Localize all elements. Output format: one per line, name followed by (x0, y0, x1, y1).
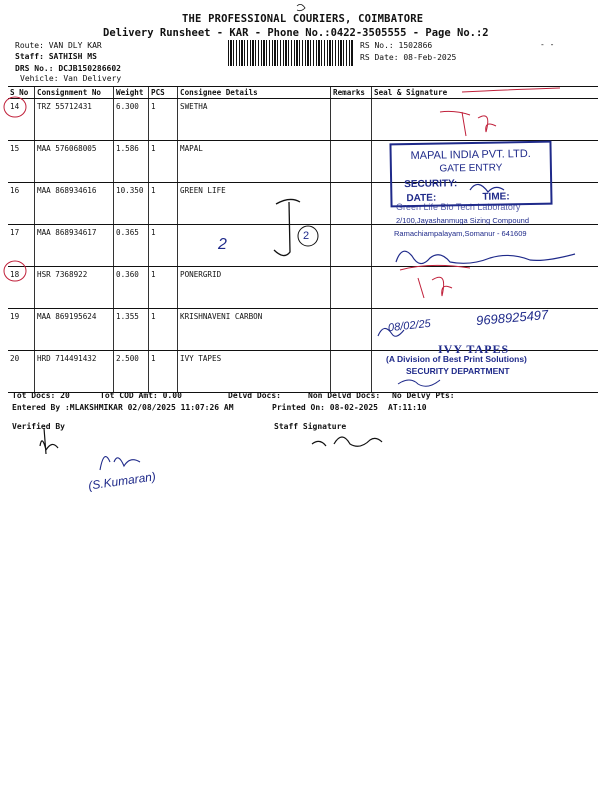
cell-sno: 14 (8, 99, 35, 141)
greenlife-stamp-line1: Green Life Bio Tech Laboratory (396, 202, 521, 212)
row17-signature-mark (274, 199, 300, 255)
cell-sno: 18 (8, 267, 35, 309)
cell-sno: 20 (8, 351, 35, 393)
cell-sno: 19 (8, 309, 35, 351)
handwritten-date: 08/02/25 (387, 317, 432, 335)
cell-consignment: HSR 7368922 (35, 267, 114, 309)
company-title: THE PROFESSIONAL COURIERS, COIMBATORE (182, 13, 424, 25)
handwritten-phone: 9698925497 (475, 306, 549, 329)
cell-pcs: 1 (149, 267, 178, 309)
page-top-mark (297, 4, 305, 10)
cell-consignee: IVY TAPES (178, 351, 331, 393)
drs-number: DRS No.: DCJB150286602 (15, 64, 121, 73)
handwritten-row16-number: 2 (218, 236, 227, 253)
non-delivered-docs: Non Delvd Docs: (308, 391, 381, 400)
cell-consignment: MAA 869195624 (35, 309, 114, 351)
cell-weight: 1.586 (114, 141, 149, 183)
total-cod: Tot COD Amt: 0.00 (100, 391, 182, 400)
cell-sno: 15 (8, 141, 35, 183)
no-delivery-points: No Delvy Pts: (392, 391, 455, 400)
red-circle-sno14 (4, 97, 26, 117)
cell-consignment: HRD 714491432 (35, 351, 114, 393)
printed-on: Printed On: 08-02-2025 (272, 403, 378, 412)
row17-circle-mark (298, 226, 318, 246)
cell-weight: 10.350 (114, 183, 149, 225)
cell-pcs: 1 (149, 183, 178, 225)
route-label: Route: VAN DLY KAR (15, 41, 102, 50)
rs-number: RS No.: 1502866 (360, 41, 433, 50)
security-signature (470, 184, 504, 192)
cell-pcs: 1 (149, 309, 178, 351)
verified-by-signature (40, 428, 58, 454)
row19-scribble (378, 328, 404, 336)
staff-signature-label: Staff Signature (274, 422, 347, 431)
cell-consignee: KRISHNAVENI CARBON (178, 309, 331, 351)
cell-pcs: 1 (149, 351, 178, 393)
mapal-stamp-gate: GATE ENTRY (439, 162, 503, 175)
rs-date: RS Date: 08-Feb-2025 (360, 53, 457, 62)
handwritten-circled-number: 2 (303, 230, 310, 242)
greenlife-stamp-line3: Ramachiampalayam,Somanur - 641609 (394, 229, 527, 238)
handwritten-verifier-name: (S.Kumaran) (87, 469, 157, 493)
cell-weight: 6.300 (114, 99, 149, 141)
col-sno: S No (8, 87, 35, 99)
cell-pcs: 1 (149, 225, 178, 267)
col-pcs: PCS (149, 87, 178, 99)
mapal-stamp-time: TIME: (482, 191, 510, 203)
cell-consignment: MAA 576068005 (35, 141, 114, 183)
cell-sno: 17 (8, 225, 35, 267)
red-signature-row14 (440, 88, 560, 136)
corner-mark: - - (540, 40, 555, 49)
blue-verifier-signature (100, 457, 140, 470)
greenlife-stamp-line2: 2/100,Jayashanmuga Sizing Compound (396, 216, 530, 225)
row20-signature (398, 380, 440, 386)
entered-by: Entered By :MLAKSHMIKAR 02/08/2025 11:07:26 AM (12, 403, 234, 412)
col-remarks: Remarks (331, 87, 372, 99)
cell-consignment: TRZ 55712431 (35, 99, 114, 141)
cell-consignee: MAPAL (178, 141, 331, 183)
ivy-stamp-title: IVY TAPES (438, 342, 510, 356)
vehicle-label: Vehicle: Van Delivery (20, 74, 122, 83)
cell-pcs: 1 (149, 141, 178, 183)
col-weight: Weight (114, 87, 149, 99)
mapal-stamp-company: MAPAL INDIA PVT. LTD. (410, 147, 531, 163)
cell-consignee: PONERGRID (178, 267, 331, 309)
cell-consignment: MAA 868934617 (35, 225, 114, 267)
cell-weight: 1.355 (114, 309, 149, 351)
col-consignee: Consignee Details (178, 87, 331, 99)
delivered-docs: Delvd Docs: (228, 391, 281, 400)
cell-sno: 16 (8, 183, 35, 225)
total-docs: Tot Docs: 20 (12, 391, 70, 400)
runsheet-title: Delivery Runsheet - KAR - Phone No.:0422-3505555 - Page No.:2 (103, 27, 489, 39)
mapal-stamp-date: DATE: (406, 192, 437, 205)
ivy-stamp-security: SECURITY DEPARTMENT (406, 366, 510, 376)
cell-consignment: MAA 868934616 (35, 183, 114, 225)
cell-consignee: SWETHA (178, 99, 331, 141)
red-signature-row18 (400, 265, 470, 298)
col-seal-signature: Seal & Signature (372, 87, 599, 99)
cell-pcs: 1 (149, 99, 178, 141)
cell-weight: 2.500 (114, 351, 149, 393)
printed-time: AT:11:10 (388, 403, 427, 412)
staff-signature-scribble (312, 437, 382, 446)
cell-weight: 0.360 (114, 267, 149, 309)
staff-label: Staff: SATHISH MS (15, 52, 97, 61)
mapal-stamp-security: SECURITY: (404, 178, 458, 191)
verified-by-label: Verified By (12, 422, 65, 431)
col-consignment: Consignment No (35, 87, 114, 99)
cell-consignee: GREEN LIFE (178, 183, 331, 225)
ivy-stamp-division: (A Division of Best Print Solutions) (386, 354, 527, 364)
row17-long-signature (396, 251, 575, 263)
red-circle-sno18 (4, 261, 26, 281)
cell-weight: 0.365 (114, 225, 149, 267)
